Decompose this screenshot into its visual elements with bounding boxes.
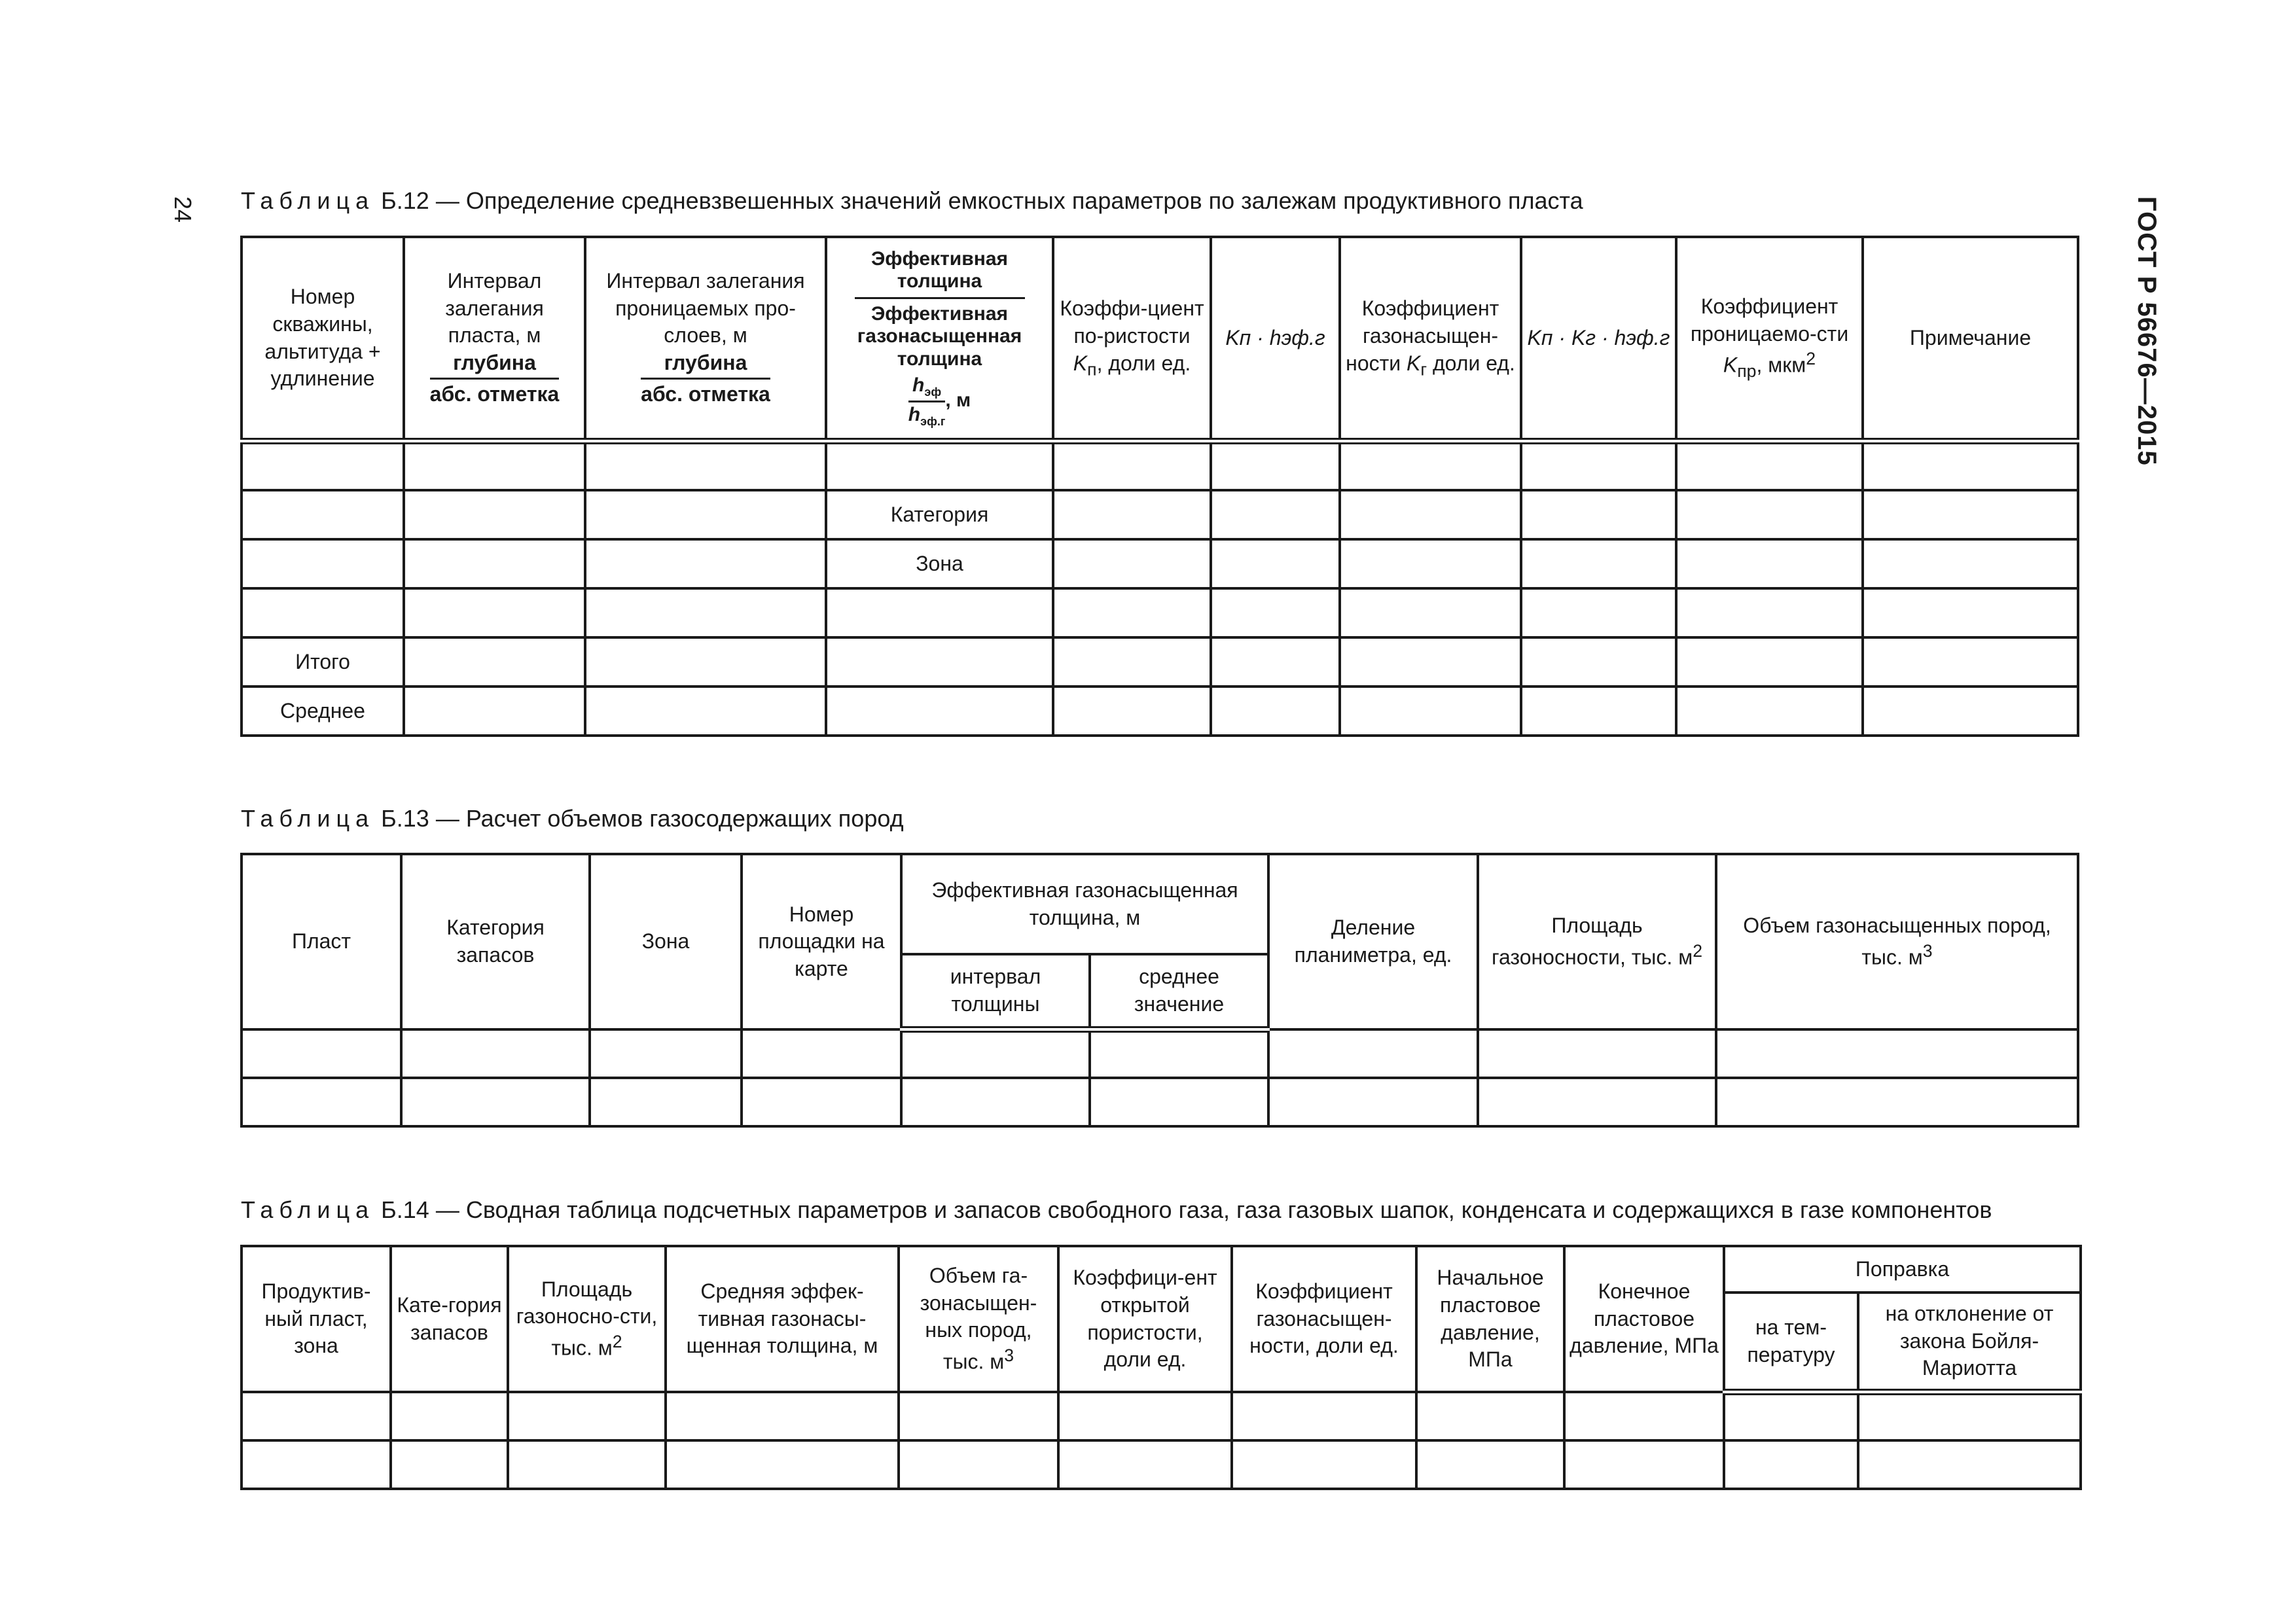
table-cell bbox=[1090, 1078, 1268, 1126]
permeability-unit: , мкм bbox=[1756, 353, 1806, 377]
table-cell bbox=[1716, 1029, 2078, 1078]
table-cell bbox=[1340, 441, 1521, 490]
table-cell bbox=[1340, 490, 1521, 539]
header-rock-volume bbox=[899, 1246, 1058, 1392]
table-cell bbox=[401, 1078, 590, 1126]
table-row bbox=[242, 1392, 2081, 1440]
category-cell: Категория bbox=[826, 490, 1053, 539]
header-gas-area bbox=[508, 1246, 666, 1392]
table-cell bbox=[585, 687, 826, 736]
table-cell bbox=[1058, 1392, 1232, 1440]
gas-area-superscript: 2 bbox=[1693, 940, 1703, 961]
table-cell bbox=[1053, 441, 1211, 490]
table-b12-header-row bbox=[242, 237, 2078, 441]
gas-saturation-text: Коэффициент газонасыщен-ности bbox=[1346, 296, 1499, 375]
table-cell bbox=[1858, 1392, 2081, 1440]
table-cell bbox=[899, 1440, 1058, 1489]
table-cell bbox=[742, 1029, 901, 1078]
h-subscript: эф bbox=[924, 385, 942, 399]
table-cell bbox=[242, 490, 404, 539]
table-row bbox=[242, 1029, 2078, 1078]
table-row bbox=[242, 490, 2078, 539]
table-cell bbox=[1521, 637, 1676, 687]
permeability-symbol: K bbox=[1723, 353, 1738, 377]
header-effective-thickness bbox=[826, 237, 1053, 441]
gas-area-superscript: 2 bbox=[612, 1331, 622, 1351]
table-cell bbox=[666, 1392, 899, 1440]
table-cell bbox=[404, 637, 585, 687]
thickness-unit: , м bbox=[945, 389, 971, 412]
table-cell bbox=[242, 1440, 391, 1489]
table-cell bbox=[1211, 687, 1340, 736]
fraction-denominator: абс. отметка bbox=[641, 382, 770, 406]
table-cell bbox=[826, 637, 1053, 687]
table-cell bbox=[1340, 637, 1521, 687]
header-layer-interval bbox=[404, 237, 585, 441]
table-cell bbox=[1863, 490, 2078, 539]
table-cell bbox=[1416, 1440, 1564, 1489]
table-cell bbox=[404, 588, 585, 637]
table-cell bbox=[1053, 637, 1211, 687]
kp-h-formula: Kп · hэф.г bbox=[1225, 325, 1325, 349]
table-cell bbox=[1053, 687, 1211, 736]
table-cell bbox=[1211, 490, 1340, 539]
table-row bbox=[242, 637, 2078, 687]
header-category: Кате-гория запасов bbox=[391, 1246, 508, 1392]
table-cell bbox=[404, 490, 585, 539]
table-b13-header-row bbox=[242, 854, 2078, 954]
gas-saturation-symbol: K bbox=[1407, 351, 1421, 375]
header-productive-layer: Продуктив-ный пласт, зона bbox=[242, 1246, 391, 1392]
gas-rock-volume-text: Объем газонасыщенных пород, тыс. м bbox=[1743, 914, 2051, 969]
gas-area-text: Площадь газоносно-сти, тыс. м bbox=[516, 1277, 658, 1360]
fraction-numerator: глубина bbox=[430, 349, 560, 380]
table-cell bbox=[404, 539, 585, 588]
header-layer: Пласт bbox=[242, 854, 401, 1029]
table-cell bbox=[404, 687, 585, 736]
porosity-text: Коэффи-циент по-ристости bbox=[1060, 296, 1204, 348]
header-planimeter: Деление планиметра, ед. bbox=[1268, 854, 1478, 1029]
table-row bbox=[242, 539, 2078, 588]
table-cell bbox=[1340, 539, 1521, 588]
header-mean-thickness: Средняя эффек-тивная газонасы-щенная толщина, м bbox=[666, 1246, 899, 1392]
table-cell bbox=[1211, 637, 1340, 687]
table-cell bbox=[1521, 490, 1676, 539]
table-cell bbox=[1863, 687, 2078, 736]
table-cell bbox=[1053, 588, 1211, 637]
header-gas-saturation: Коэффициент газонасыщен-ности, доли ед. bbox=[1232, 1246, 1416, 1392]
table-cell bbox=[242, 1029, 401, 1078]
table-cell bbox=[1058, 1440, 1232, 1489]
table-cell bbox=[1416, 1392, 1564, 1440]
table-cell bbox=[1521, 588, 1676, 637]
gas-saturation-unit: доли ед. bbox=[1433, 351, 1515, 375]
table-cell bbox=[590, 1078, 742, 1126]
h-symbol: h bbox=[912, 374, 925, 397]
table-cell bbox=[404, 441, 585, 490]
table-cell bbox=[1053, 490, 1211, 539]
thickness-ratio bbox=[831, 374, 1048, 428]
header-gas-rock-volume bbox=[1716, 854, 2078, 1029]
table-cell bbox=[1564, 1440, 1724, 1489]
table-cell bbox=[899, 1392, 1058, 1440]
table-cell bbox=[1268, 1078, 1478, 1126]
table-cell bbox=[1090, 1029, 1268, 1078]
table-cell bbox=[1676, 539, 1863, 588]
table-row bbox=[242, 1078, 2078, 1126]
caption-text: Б.13 — Расчет объемов газосодержащих пород bbox=[374, 805, 904, 832]
h-subscript: эф.г bbox=[920, 414, 946, 428]
table-cell bbox=[1478, 1078, 1716, 1126]
porosity-symbol: K bbox=[1073, 351, 1088, 375]
table-cell bbox=[901, 1029, 1090, 1078]
header-boyle-correction: на отклонение от закона Бойля-Мариотта bbox=[1858, 1293, 2081, 1392]
kp-kg-h-formula: Kп · Kг · hэф.г bbox=[1527, 325, 1670, 349]
header-permeable-interval-text: Интервал залегания проницаемых про-слоев, м bbox=[606, 269, 805, 348]
table-cell bbox=[242, 1392, 391, 1440]
caption-label: Таблица bbox=[241, 1196, 375, 1223]
table-cell bbox=[901, 1078, 1090, 1126]
table-cell bbox=[1716, 1078, 2078, 1126]
fraction-numerator bbox=[908, 374, 946, 402]
gas-rock-volume-superscript: 3 bbox=[1922, 940, 1933, 961]
header-thickness-interval: интервал толщины bbox=[901, 954, 1090, 1029]
table-b12-caption bbox=[241, 187, 1583, 215]
table-cell bbox=[585, 588, 826, 637]
table-cell bbox=[508, 1440, 666, 1489]
porosity-unit: доли ед. bbox=[1108, 351, 1191, 375]
table-b14 bbox=[240, 1245, 2082, 1490]
table-cell bbox=[1478, 1029, 1716, 1078]
zone-cell: Зона bbox=[826, 539, 1053, 588]
table-cell bbox=[1211, 441, 1340, 490]
header-thickness-mean: среднее значение bbox=[1090, 954, 1268, 1029]
table-cell bbox=[1232, 1392, 1416, 1440]
table-cell bbox=[1053, 539, 1211, 588]
header-gas-area bbox=[1478, 854, 1716, 1029]
caption-label: Таблица bbox=[241, 805, 375, 832]
caption-text: Б.14 — Сводная таблица подсчетных параметров и запасов свободного газа, газа газовых шапок, конденсата и содержащихся в газе компонентов bbox=[374, 1196, 1992, 1223]
table-cell bbox=[1724, 1440, 1858, 1489]
fraction-denominator: абс. отметка bbox=[429, 382, 560, 406]
table-b14-caption bbox=[241, 1196, 1992, 1224]
table-cell bbox=[1676, 687, 1863, 736]
table-row bbox=[242, 588, 2078, 637]
table-cell bbox=[1676, 441, 1863, 490]
fraction-numerator: глубина bbox=[641, 349, 770, 380]
rock-volume-text: Объем га-зонасыщен-ных пород, тыс. м bbox=[920, 1263, 1037, 1374]
rock-volume-superscript: 3 bbox=[1004, 1345, 1014, 1365]
table-cell bbox=[1724, 1392, 1858, 1440]
header-kp-h bbox=[1211, 237, 1340, 441]
header-permeability bbox=[1676, 237, 1863, 441]
header-note: Примечание bbox=[1863, 237, 2078, 441]
table-b13-caption bbox=[241, 805, 904, 832]
document-code: ГОСТ Р 56676—2015 bbox=[2132, 196, 2161, 466]
table-row bbox=[242, 441, 2078, 490]
total-label-cell: Итого bbox=[242, 637, 404, 687]
header-final-pressure: Конечное пластовое давление, МПа bbox=[1564, 1246, 1724, 1392]
header-plot-number: Номер площадки на карте bbox=[742, 854, 901, 1029]
header-effective-thickness: Эффективная газонасыщенная толщина, м bbox=[901, 854, 1268, 954]
table-cell bbox=[242, 588, 404, 637]
effective-thickness-label: Эффективная толщина bbox=[870, 247, 1009, 293]
thickness-fraction bbox=[908, 374, 946, 428]
table-cell bbox=[1268, 1029, 1478, 1078]
table-cell bbox=[1863, 539, 2078, 588]
table-cell bbox=[826, 441, 1053, 490]
table-cell bbox=[242, 441, 404, 490]
header-initial-pressure: Начальное пластовое давление, МПа bbox=[1416, 1246, 1564, 1392]
table-b14-header-row bbox=[242, 1246, 2081, 1293]
table-row bbox=[242, 1440, 2081, 1489]
header-porosity: Коэффи-циент по-ристости $K_п$, доли ед. bbox=[1053, 237, 1211, 441]
header-zone: Зона bbox=[590, 854, 742, 1029]
table-cell bbox=[1863, 588, 2078, 637]
gas-area-text: Площадь газоносности, тыс. м bbox=[1491, 914, 1693, 969]
table-cell bbox=[1340, 687, 1521, 736]
header-category: Категория запасов bbox=[401, 854, 590, 1029]
permeability-superscript: 2 bbox=[1806, 349, 1816, 369]
table-cell bbox=[742, 1078, 901, 1126]
table-cell bbox=[1863, 637, 2078, 687]
table-cell bbox=[1863, 441, 2078, 490]
caption-text: Б.12 — Определение средневзвешенных значений емкостных параметров по залежам продуктивного пласта bbox=[374, 187, 1583, 214]
table-b13 bbox=[240, 853, 2079, 1128]
header-gas-saturation bbox=[1340, 237, 1521, 441]
table-cell bbox=[1211, 588, 1340, 637]
fraction-bar bbox=[855, 297, 1025, 299]
header-kp-kg-h bbox=[1521, 237, 1676, 441]
table-cell bbox=[1521, 539, 1676, 588]
table-cell bbox=[1232, 1440, 1416, 1489]
porosity-subscript: п bbox=[1087, 359, 1097, 379]
table-b12 bbox=[240, 236, 2079, 737]
permeability-text: Коэффициент проницаемо-сти bbox=[1690, 294, 1849, 346]
header-well-number: Номер скважины, альтитуда + удлинение bbox=[242, 237, 404, 441]
table-cell bbox=[242, 1078, 401, 1126]
gas-saturation-subscript: г bbox=[1420, 359, 1427, 379]
header-temperature-correction: на тем-пературу bbox=[1724, 1293, 1858, 1392]
table-cell bbox=[666, 1440, 899, 1489]
table-cell bbox=[242, 539, 404, 588]
table-cell bbox=[1564, 1392, 1724, 1440]
fraction-denominator bbox=[908, 402, 946, 429]
table-cell bbox=[508, 1392, 666, 1440]
table-cell bbox=[1676, 637, 1863, 687]
table-cell bbox=[1676, 490, 1863, 539]
header-layer-interval-text: Интервал залегания пласта, м bbox=[445, 269, 544, 348]
table-cell bbox=[585, 490, 826, 539]
table-cell bbox=[1340, 588, 1521, 637]
permeability-subscript: пр bbox=[1737, 361, 1757, 382]
caption-label: Таблица bbox=[241, 187, 375, 214]
table-cell bbox=[590, 1029, 742, 1078]
table-cell bbox=[585, 539, 826, 588]
h-symbol: h bbox=[908, 403, 921, 425]
table-row bbox=[242, 687, 2078, 736]
header-open-porosity: Коэффици-ент открытой пористости, доли ед. bbox=[1058, 1246, 1232, 1392]
effective-gas-thickness-label: Эффективная газонасыщенная толщина bbox=[857, 302, 1022, 370]
table-cell bbox=[826, 687, 1053, 736]
header-permeable-interval bbox=[585, 237, 826, 441]
table-cell bbox=[1676, 588, 1863, 637]
table-cell bbox=[1211, 539, 1340, 588]
table-cell bbox=[1521, 687, 1676, 736]
table-cell bbox=[1521, 441, 1676, 490]
page-number: 24 bbox=[170, 196, 196, 223]
table-cell bbox=[826, 588, 1053, 637]
header-correction: Поправка bbox=[1724, 1246, 2081, 1293]
table-cell bbox=[401, 1029, 590, 1078]
average-label-cell: Среднее bbox=[242, 687, 404, 736]
table-cell bbox=[585, 441, 826, 490]
table-cell bbox=[585, 637, 826, 687]
table-cell bbox=[391, 1392, 508, 1440]
depth-fraction bbox=[641, 349, 770, 408]
table-cell bbox=[391, 1440, 508, 1489]
table-cell bbox=[1858, 1440, 2081, 1489]
depth-fraction bbox=[430, 349, 560, 408]
